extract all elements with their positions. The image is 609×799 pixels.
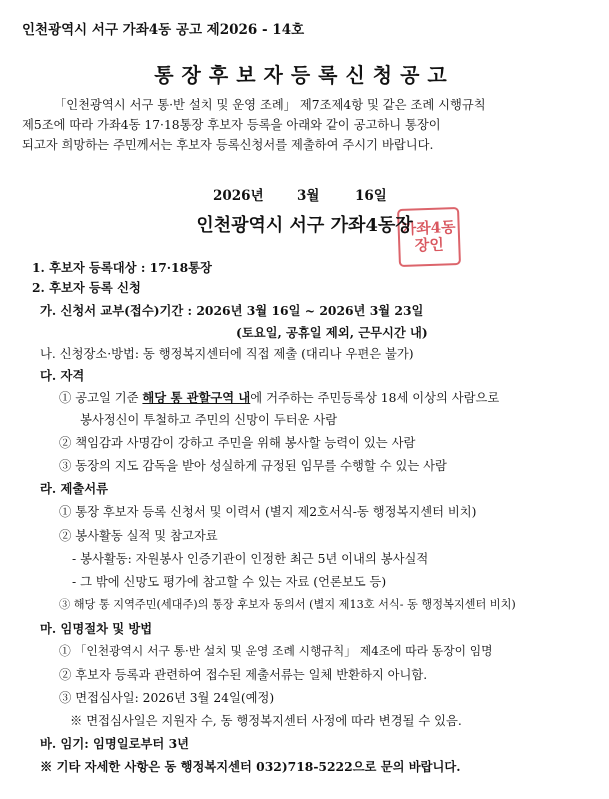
intro-line: 되고자 희망하는 주민께서는 후보자 등록신청서를 제출하여 주시기 바랍니다. (22, 138, 434, 152)
item-da-1-underline: 해당 통 관할구역 내 (142, 390, 251, 405)
item-ma-3-note: ※ 면접심사일은 지원자 수, 동 행정복지센터 사정에 따라 변경될 수 있음. (70, 714, 462, 728)
intro-line: 제5조에 따라 가좌4동 17·18통장 후보자 등록을 아래와 같이 공고하니 통장이 (22, 118, 441, 132)
item-na: 나. 신청장소·방법: 동 행정복지센터에 직접 제출 (대리나 우편은 불가) (40, 347, 414, 361)
section-1: 1. 후보자 등록대상 : 17·18통장 (32, 260, 212, 275)
item-da-1-pre: ① 공고일 기준 (59, 391, 143, 405)
footer-contact: ※ 기타 자세한 사항은 동 행정복지센터 032)718-5222으로 문의 바랍니다. (40, 759, 461, 774)
item-da-1 (59, 388, 499, 406)
section-2: 2. 후보자 등록 신청 (32, 280, 141, 295)
intro-line: 「인천광역시 서구 통·반 설치 및 운영 조례」 제7조제4항 및 같은 조례 시행규칙 (54, 98, 486, 112)
item-ra-1: ① 통장 후보자 등록 신청서 및 이력서 (별지 제2호서식-동 행정복지센터 비치) (59, 505, 477, 519)
item-ra-2: ② 봉사활동 실적 및 참고자료 (59, 529, 218, 543)
item-ma-3: ③ 면접심사일: 2026년 3월 24일(예정) (59, 691, 275, 705)
item-ma: 마. 임명절차 및 방법 (40, 621, 153, 636)
notice-title: 통장후보자등록신청공고 (154, 63, 455, 87)
item-ga-note: (토요일, 공휴일 제외, 근무시간 내) (236, 325, 428, 340)
item-ra-3: ③ 해당 통 지역주민(세대주)의 통장 후보자 동의서 (별지 제13호 서식- 동 행정복지센터 비치) (59, 598, 516, 611)
date-month: 3월 (297, 188, 320, 204)
date-day: 16일 (355, 188, 387, 204)
seal-lettering: 가좌4동장인 (401, 218, 456, 255)
item-da-1-cont: 봉사정신이 투철하고 주민의 신망이 두터운 사람 (80, 413, 338, 427)
item-ra-2a: - 봉사활동: 자원봉사 인증기관이 인정한 최근 5년 이내의 봉사실적 (72, 552, 429, 566)
item-ma-1: ① 「인천광역시 서구 통·반 설치 및 운영 조례 시행규칙」 제4조에 따라 동장이 임명 (59, 644, 493, 658)
intro-paragraph (22, 95, 588, 155)
item-ba: 바. 임기: 임명일로부터 3년 (40, 736, 190, 751)
date-year: 2026년 (213, 188, 264, 204)
item-ga: 가. 신청서 교부(접수)기간 : 2026년 3월 16일 ~ 2026년 3월 23일 (40, 303, 424, 318)
item-da: 다. 자격 (40, 368, 85, 383)
item-ra: 라. 제출서류 (40, 481, 108, 496)
issuer-signature: 인천광역시 서구 가좌4동장 (196, 215, 413, 236)
item-da-2: ② 책임감과 사명감이 강하고 주민을 위해 봉사할 능력이 있는 사람 (59, 436, 416, 450)
item-da-1-post: 에 거주하는 주민등록상 18세 이상의 사람으로 (250, 391, 500, 405)
item-ma-2: ② 후보자 등록과 관련하여 접수된 제출서류는 일체 반환하지 아니함. (59, 668, 428, 682)
item-da-3: ③ 동장의 지도 감독을 받아 성실하게 규정된 임무를 수행할 수 있는 사람 (59, 459, 447, 473)
notice-number: 인천광역시 서구 가좌4동 공고 제2026 - 14호 (22, 22, 305, 38)
item-ra-2b: - 그 밖에 신망도 평가에 참고할 수 있는 자료 (언론보도 등) (72, 575, 387, 589)
